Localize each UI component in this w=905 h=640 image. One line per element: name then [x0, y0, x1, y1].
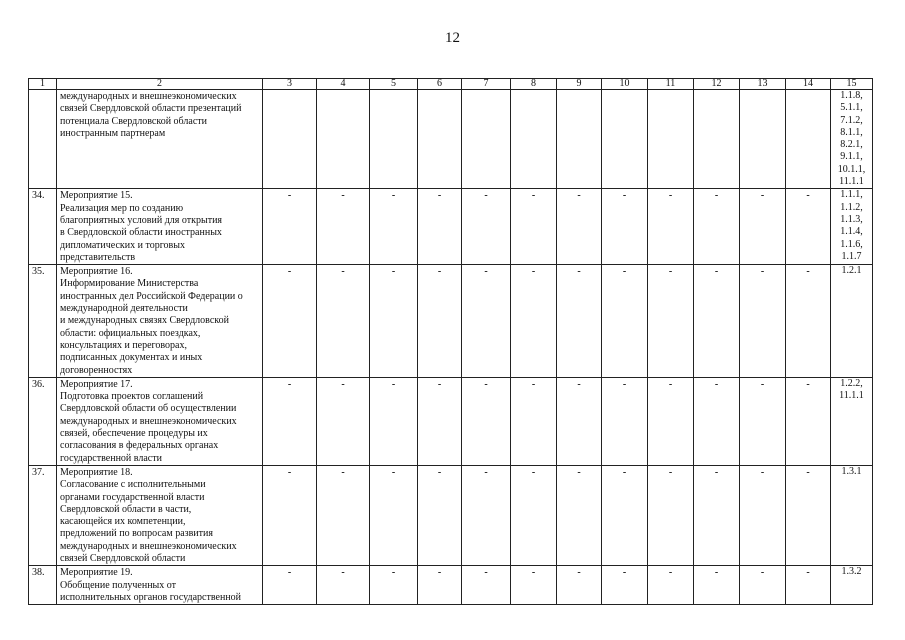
value-cell: - — [557, 465, 602, 565]
description-line: Реализация мер по созданию — [60, 202, 184, 214]
description-line: подписанных документах и иных — [60, 352, 203, 364]
description-line: согласования в федеральных органах — [60, 440, 219, 452]
description-line: международных и внешнеэкономических — [60, 540, 237, 552]
table-row — [29, 90, 873, 189]
description-line: Мероприятие 16. — [60, 266, 133, 278]
value-cell — [740, 90, 786, 189]
description-line: органами государственной власти — [60, 491, 205, 503]
page-number: 12 — [445, 30, 460, 46]
column-header: 13 — [740, 79, 786, 90]
value-cell: - — [418, 265, 462, 378]
value-cell: - — [263, 377, 317, 465]
value-cell: - — [648, 265, 694, 378]
indicator-code: 11.1.1 — [839, 176, 864, 188]
row-number: 38. — [29, 566, 57, 605]
column-header: 15 — [831, 79, 873, 90]
value-cell: - — [370, 377, 418, 465]
description-line: консультациях и переговорах, — [60, 339, 187, 351]
indicator-code: 1.1.8, — [840, 90, 863, 101]
value-cell — [786, 90, 831, 189]
value-cell: - — [602, 265, 648, 378]
value-cell: - — [511, 377, 557, 465]
column-header: 10 — [602, 79, 648, 90]
row-number: 34. — [29, 189, 57, 265]
column-header: 2 — [57, 79, 263, 90]
indicator-code: 9.1.1, — [840, 151, 863, 163]
description-line: международных и внешнеэкономических — [60, 91, 237, 102]
description-line: международной деятельности — [60, 303, 188, 315]
indicator-codes — [831, 377, 873, 465]
value-cell: - — [511, 189, 557, 265]
indicator-code: 1.1.3, — [840, 213, 863, 225]
column-header: 3 — [263, 79, 317, 90]
description-line: благоприятных условий для открытия — [60, 214, 223, 226]
indicator-code: 1.1.2, — [840, 201, 863, 213]
value-cell: - — [462, 189, 511, 265]
description-line: иностранных дел Российской Федерации о — [60, 290, 243, 302]
indicator-code: 1.1.6, — [840, 238, 863, 250]
column-header: 14 — [786, 79, 831, 90]
table-row — [29, 265, 873, 378]
value-cell: - — [511, 265, 557, 378]
table-row — [29, 377, 873, 465]
event-description — [57, 377, 263, 465]
column-header: 8 — [511, 79, 557, 90]
description-line: Подготовка проектов соглашений — [60, 391, 204, 403]
description-line: Информирование Министерства — [60, 278, 199, 290]
description-line: Свердловской области в части, — [60, 503, 192, 515]
indicator-code: 1.1.7 — [841, 250, 862, 262]
header-row — [29, 79, 873, 90]
value-cell: - — [557, 265, 602, 378]
value-cell — [263, 90, 317, 189]
value-cell — [602, 90, 648, 189]
value-cell: - — [317, 566, 370, 605]
value-cell: - — [462, 265, 511, 378]
indicator-code: 1.1.4, — [840, 226, 863, 238]
value-cell — [462, 90, 511, 189]
value-cell: - — [462, 377, 511, 465]
value-cell: - — [602, 377, 648, 465]
value-cell: - — [602, 566, 648, 605]
value-cell: - — [694, 465, 740, 565]
description-line: Мероприятие 17. — [60, 378, 133, 390]
indicator-codes — [831, 189, 873, 265]
value-cell: - — [694, 265, 740, 378]
description-line: и международных связях Свердловской — [60, 315, 229, 327]
value-cell: - — [511, 465, 557, 565]
value-cell: - — [786, 377, 831, 465]
value-cell: - — [370, 265, 418, 378]
value-cell: - — [648, 189, 694, 265]
description-line: Мероприятие 18. — [60, 466, 133, 478]
value-cell: - — [557, 566, 602, 605]
description-line: связей Свердловской области презентаций — [60, 103, 242, 115]
value-cell: - — [740, 566, 786, 605]
column-header: 11 — [648, 79, 694, 90]
indicator-code: 8.2.1, — [840, 139, 863, 151]
indicator-code: 11.1.1 — [839, 390, 864, 402]
column-header: 4 — [317, 79, 370, 90]
value-cell: - — [462, 465, 511, 565]
description-line: международных и внешнеэкономических — [60, 415, 237, 427]
value-cell: - — [786, 566, 831, 605]
event-description — [57, 189, 263, 265]
indicator-codes — [831, 465, 873, 565]
indicator-code: 1.2.1 — [841, 265, 862, 277]
description-line: предложений по вопросам развития — [60, 528, 213, 540]
indicator-codes — [831, 265, 873, 378]
event-description — [57, 265, 263, 378]
description-line: иностранным партнерам — [60, 127, 166, 139]
value-cell: - — [317, 265, 370, 378]
row-number: 35. — [29, 265, 57, 378]
description-line: области: официальных поездках, — [60, 327, 201, 339]
column-header: 5 — [370, 79, 418, 90]
indicator-codes — [831, 90, 873, 189]
value-cell: - — [740, 265, 786, 378]
value-cell: - — [263, 189, 317, 265]
value-cell: - — [786, 265, 831, 378]
indicator-code: 1.2.2, — [840, 377, 863, 389]
value-cell: - — [370, 189, 418, 265]
column-header: 6 — [418, 79, 462, 90]
value-cell: - — [418, 465, 462, 565]
table-row — [29, 465, 873, 565]
value-cell: - — [740, 189, 786, 265]
value-cell: - — [263, 465, 317, 565]
row-number: 37. — [29, 465, 57, 565]
value-cell: - — [694, 566, 740, 605]
indicator-code: 8.1.1, — [840, 126, 863, 138]
row-number: 36. — [29, 377, 57, 465]
value-cell: - — [740, 465, 786, 565]
description-line: связей Свердловской области — [60, 552, 186, 564]
value-cell — [694, 90, 740, 189]
value-cell: - — [648, 566, 694, 605]
value-cell: - — [418, 566, 462, 605]
activities-table — [28, 78, 873, 605]
value-cell: - — [694, 377, 740, 465]
indicator-code: 5.1.1, — [840, 102, 863, 114]
event-description — [57, 90, 263, 189]
column-header: 7 — [462, 79, 511, 90]
value-cell — [317, 90, 370, 189]
value-cell: - — [370, 465, 418, 565]
value-cell — [557, 90, 602, 189]
value-cell: - — [263, 265, 317, 378]
description-line: касающейся их компетенции, — [60, 516, 186, 528]
value-cell: - — [602, 465, 648, 565]
value-cell: - — [602, 189, 648, 265]
value-cell — [418, 90, 462, 189]
indicator-code: 1.3.1 — [841, 465, 862, 477]
description-line: государственной власти — [60, 452, 162, 464]
indicator-code: 1.3.2 — [841, 566, 862, 578]
table-row — [29, 189, 873, 265]
value-cell: - — [462, 566, 511, 605]
value-cell: - — [370, 566, 418, 605]
row-number — [29, 90, 57, 189]
value-cell: - — [511, 566, 557, 605]
description-line: представительств — [60, 251, 136, 263]
value-cell: - — [317, 189, 370, 265]
value-cell: - — [317, 377, 370, 465]
value-cell: - — [648, 377, 694, 465]
description-line: в Свердловской области иностранных — [60, 227, 222, 239]
description-line: Обобщение полученных от — [60, 579, 177, 591]
event-description — [57, 465, 263, 565]
value-cell: - — [786, 189, 831, 265]
event-description — [57, 566, 263, 605]
description-line: исполнительных органов государственной — [60, 591, 242, 603]
value-cell: - — [694, 189, 740, 265]
description-line: Свердловской области об осуществлении — [60, 403, 237, 415]
value-cell: - — [418, 377, 462, 465]
table-row — [29, 566, 873, 605]
value-cell: - — [557, 377, 602, 465]
column-header: 9 — [557, 79, 602, 90]
description-line: Мероприятие 15. — [60, 190, 133, 202]
value-cell: - — [317, 465, 370, 565]
value-cell: - — [263, 566, 317, 605]
value-cell: - — [786, 465, 831, 565]
description-line: Согласование с исполнительными — [60, 479, 206, 491]
indicator-codes — [831, 566, 873, 605]
description-line: Мероприятие 19. — [60, 567, 133, 579]
description-line: дипломатических и торговых — [60, 239, 185, 251]
column-header: 12 — [694, 79, 740, 90]
description-line: потенциала Свердловской области — [60, 115, 207, 127]
value-cell — [370, 90, 418, 189]
description-line: договоренностях — [60, 364, 133, 376]
value-cell: - — [418, 189, 462, 265]
value-cell: - — [648, 465, 694, 565]
value-cell: - — [740, 377, 786, 465]
indicator-code: 7.1.2, — [840, 114, 863, 126]
value-cell: - — [557, 189, 602, 265]
indicator-code: 10.1.1, — [837, 163, 866, 175]
column-header: 1 — [29, 79, 57, 90]
description-line: связей, обеспечение процедуры их — [60, 428, 208, 440]
indicator-code: 1.1.1, — [840, 189, 863, 201]
value-cell — [511, 90, 557, 189]
value-cell — [648, 90, 694, 189]
